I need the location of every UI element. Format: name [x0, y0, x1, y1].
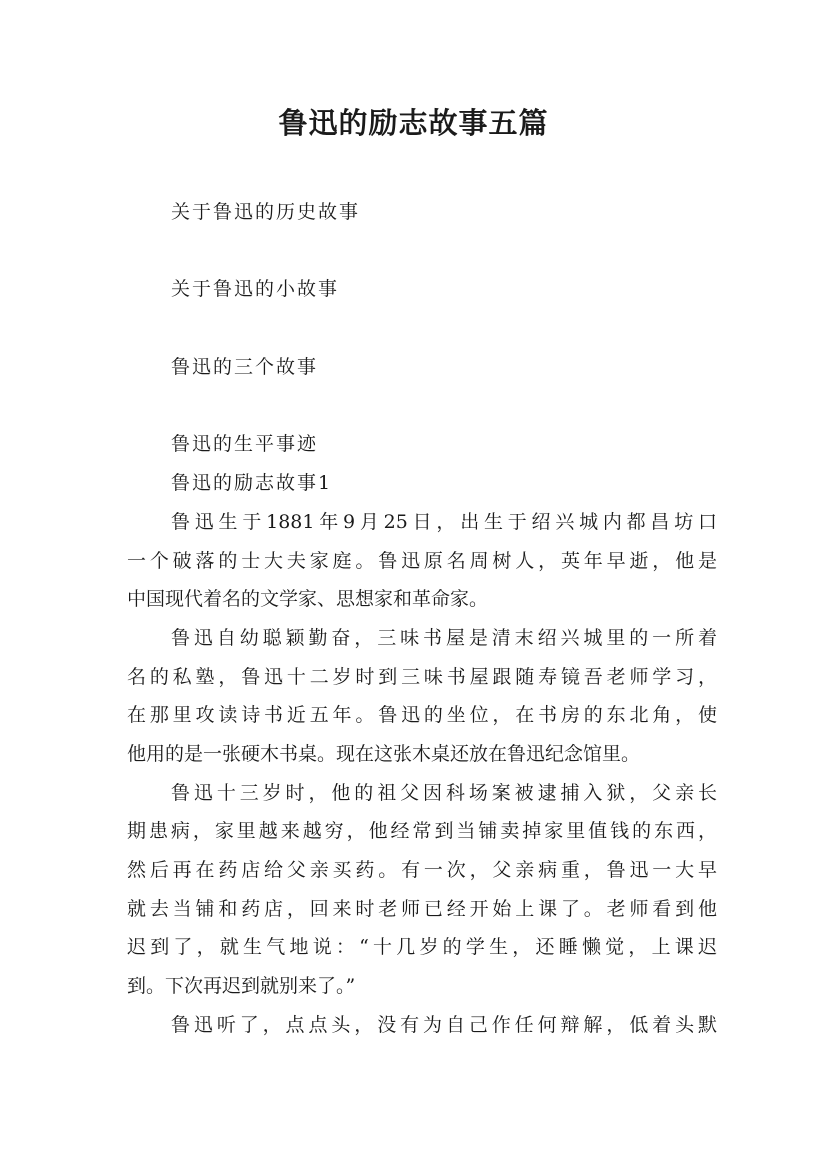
related-link-three-stories[interactable]: 鲁迅的三个故事: [171, 356, 319, 378]
section-heading: 鲁迅的励志故事1: [171, 472, 333, 494]
paragraph-2-line-1: 鲁迅自幼聪颖勤奋，三味书屋是清末绍兴城里的一所着: [171, 627, 717, 649]
paragraph-3-line-2: 期患病，家里越来越穷，他经常到当铺卖掉家里值钱的东西，: [127, 820, 717, 842]
document-title: 鲁迅的励志故事五篇: [278, 106, 549, 140]
paragraph-2-line-4: 他用的是一张硬木书桌。现在这张木桌还放在鲁迅纪念馆里。: [127, 743, 641, 765]
paragraph-1-line-1: 鲁迅生于1881年9月25日，出生于绍兴城内都昌坊口: [171, 511, 717, 533]
paragraph-3-line-6: 到。下次再迟到就别来了。”: [127, 975, 356, 997]
paragraph-4-line-1: 鲁迅听了，点点头，没有为自己作任何辩解，低着头默: [171, 1014, 717, 1036]
related-link-biography[interactable]: 鲁迅的生平事迹: [171, 433, 319, 455]
related-link-small-stories[interactable]: 关于鲁迅的小故事: [171, 278, 340, 300]
paragraph-3-line-3: 然后再在药店给父亲买药。有一次，父亲病重，鲁迅一大早: [127, 859, 717, 881]
paragraph-2-line-3: 在那里攻读诗书近五年。鲁迅的坐位，在书房的东北角，使: [127, 704, 717, 726]
paragraph-1-line-2: 一个破落的士大夫家庭。鲁迅原名周树人，英年早逝，他是: [127, 550, 717, 572]
paragraph-3-line-4: 就去当铺和药店，回来时老师已经开始上课了。老师看到他: [127, 898, 717, 920]
paragraph-3-line-5: 迟到了，就生气地说：“十几岁的学生，还睡懒觉，上课迟: [127, 936, 717, 958]
paragraph-1-line-3: 中国现代着名的文学家、思想家和革命家。: [127, 588, 489, 610]
paragraph-3-line-1: 鲁迅十三岁时，他的祖父因科场案被逮捕入狱，父亲长: [171, 782, 717, 804]
paragraph-2-line-2: 名的私塾，鲁迅十二岁时到三味书屋跟随寿镜吾老师学习，: [127, 666, 717, 688]
related-link-history[interactable]: 关于鲁迅的历史故事: [171, 201, 361, 223]
